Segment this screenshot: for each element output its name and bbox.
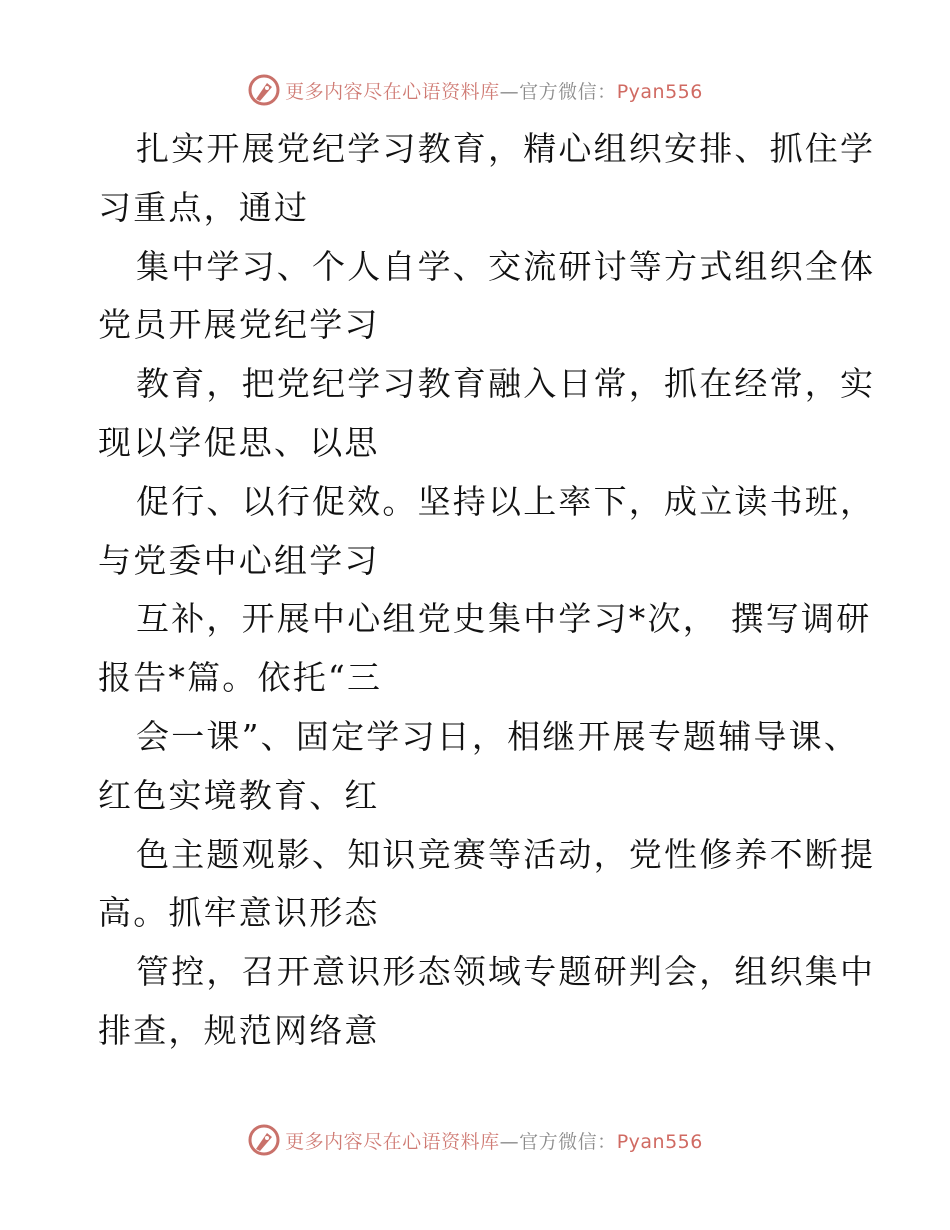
text-line: 党员开展党纪学习 [98,305,380,345]
text-line: 互补，开展中心组党史集中学习*次， 撰写调研 [136,599,872,639]
pen-nib-logo-icon [247,73,281,107]
text-line: 集中学习、个人自学、交流研讨等方式组织全体 [136,246,876,286]
text-line: 促行、以行促效。坚持以上率下，成立读书班， [136,481,876,521]
text-line: 习重点，通过 [98,187,310,227]
pen-nib-logo-icon [247,1123,281,1157]
text-line: 与党委中心组学习 [98,540,380,580]
footer-watermark [0,1122,950,1158]
text-line: 教育，把党纪学习教育融入日常，抓在经常，实 [136,364,876,404]
text-line: 报告*篇。依托“三 [98,658,383,698]
text-line: 管控，召开意识形态领域专题研判会，组织集中 [136,952,876,992]
text-line: 现以学促思、以思 [98,422,380,462]
text-line: 扎实开展党纪学习教育，精心组织安排、抓住学 [136,129,876,168]
watermark-wechat-label: 官方微信： [519,1130,617,1153]
header-watermark [0,72,950,108]
watermark-wechat-id: Pyan556 [616,80,703,103]
text-line: 色主题观影、知识竞赛等活动，党性修养不断提 [136,834,876,874]
watermark-dash: — [499,1130,520,1153]
watermark-dash: — [499,80,520,103]
watermark-wechat-label: 官方微信： [519,80,617,103]
text-line: 高。抓牢意识形态 [98,893,380,933]
document-body [98,120,876,1061]
text-line: 红色实境教育、红 [98,775,380,815]
watermark-site-text: 更多内容尽在心语资料库 [285,80,500,103]
text-line: 排查，规范网络意 [98,1010,380,1050]
watermark-wechat-id: Pyan556 [616,1130,703,1153]
watermark-site-text: 更多内容尽在心语资料库 [285,1130,500,1153]
text-line: 会一课”、固定学习日，相继开展专题辅导课、 [136,716,860,756]
